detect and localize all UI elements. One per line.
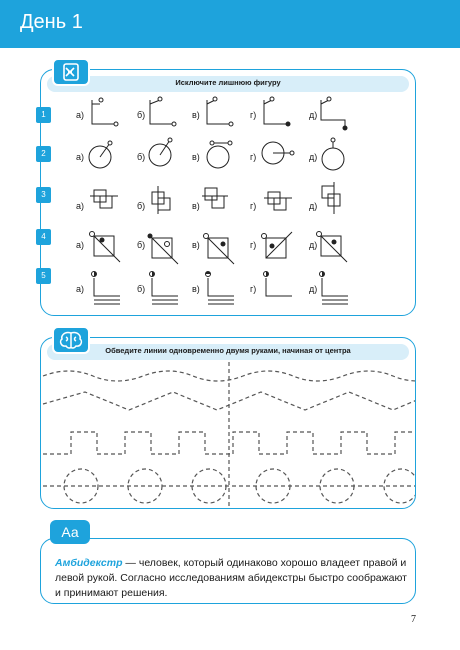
- row-number-5: 5: [36, 268, 51, 284]
- option-label: в): [192, 152, 200, 162]
- option-label: а): [76, 201, 85, 211]
- figure-4c: [204, 234, 235, 265]
- option-label: г): [250, 201, 257, 211]
- figure-1e: [321, 97, 347, 130]
- figure-5a: [92, 272, 121, 305]
- figure-3c: [202, 188, 228, 208]
- tracing-lines: [41, 338, 416, 509]
- figure-1b: [150, 97, 176, 126]
- option-label: в): [192, 201, 200, 211]
- option-label: а): [76, 240, 85, 250]
- option-label: а): [76, 110, 85, 120]
- figure-5b: [150, 272, 179, 305]
- figure-2e: [322, 138, 344, 170]
- figure-4a: [90, 232, 121, 263]
- option-label: г): [250, 284, 257, 294]
- option-label: а): [76, 284, 85, 294]
- figure-4e: [317, 232, 348, 263]
- option-label: в): [192, 240, 200, 250]
- figure-1c: [207, 97, 233, 126]
- figure-3a: [90, 190, 118, 208]
- option-label: б): [137, 152, 146, 162]
- option-label: г): [250, 152, 257, 162]
- option-label: б): [137, 284, 146, 294]
- option-label: а): [76, 152, 85, 162]
- page-number: 7: [411, 614, 416, 625]
- figure-3e: [322, 182, 340, 214]
- day-title: День 1: [20, 11, 83, 33]
- figure-3b: [152, 186, 170, 214]
- figure-2a: [89, 141, 112, 168]
- definition-badge: Аа: [50, 520, 90, 544]
- trace-lines-card: [40, 337, 416, 509]
- option-label: б): [137, 110, 146, 120]
- option-label: д): [309, 110, 318, 120]
- figure-5c: [206, 272, 235, 305]
- option-label: б): [137, 201, 146, 211]
- row-number-4: 4: [36, 229, 51, 245]
- figure-4b: [148, 234, 179, 265]
- option-label: г): [250, 110, 257, 120]
- option-label: д): [309, 152, 318, 162]
- exercise2-title: Обведите линии одновременно двумя руками, начиная от центра: [105, 346, 351, 355]
- row-number-3: 3: [36, 187, 51, 203]
- figure-5d: [264, 272, 293, 297]
- figure-1a: [92, 98, 118, 126]
- row-number-1: 1: [36, 107, 51, 123]
- option-label: д): [309, 240, 318, 250]
- option-label: д): [309, 284, 318, 294]
- row-number-2: 2: [36, 146, 51, 162]
- option-label: в): [192, 110, 200, 120]
- brain-badge: [52, 326, 90, 354]
- figure-2d: [262, 142, 294, 164]
- option-label: б): [137, 240, 146, 250]
- option-label: г): [250, 240, 257, 250]
- definition-body: — человек, который одинаково хорошо владеет правой и левой рукой. Согласно исследованиям абидекстры быстро соображают и принимают решения.: [55, 557, 407, 599]
- option-label: в): [192, 284, 200, 294]
- definition-term: Амбидекстр: [55, 557, 123, 569]
- figure-1d: [264, 97, 290, 126]
- brain-icon: [54, 328, 88, 352]
- figure-2b: [149, 138, 172, 166]
- option-label: д): [309, 201, 318, 211]
- figure-3d: [264, 192, 292, 210]
- figure-5e: [320, 272, 349, 305]
- figure-2c: [207, 141, 232, 168]
- figure-4d: [262, 232, 293, 258]
- exercise1-title: Исключите лишнюю фигуру: [175, 78, 281, 87]
- definition-text: [55, 556, 411, 601]
